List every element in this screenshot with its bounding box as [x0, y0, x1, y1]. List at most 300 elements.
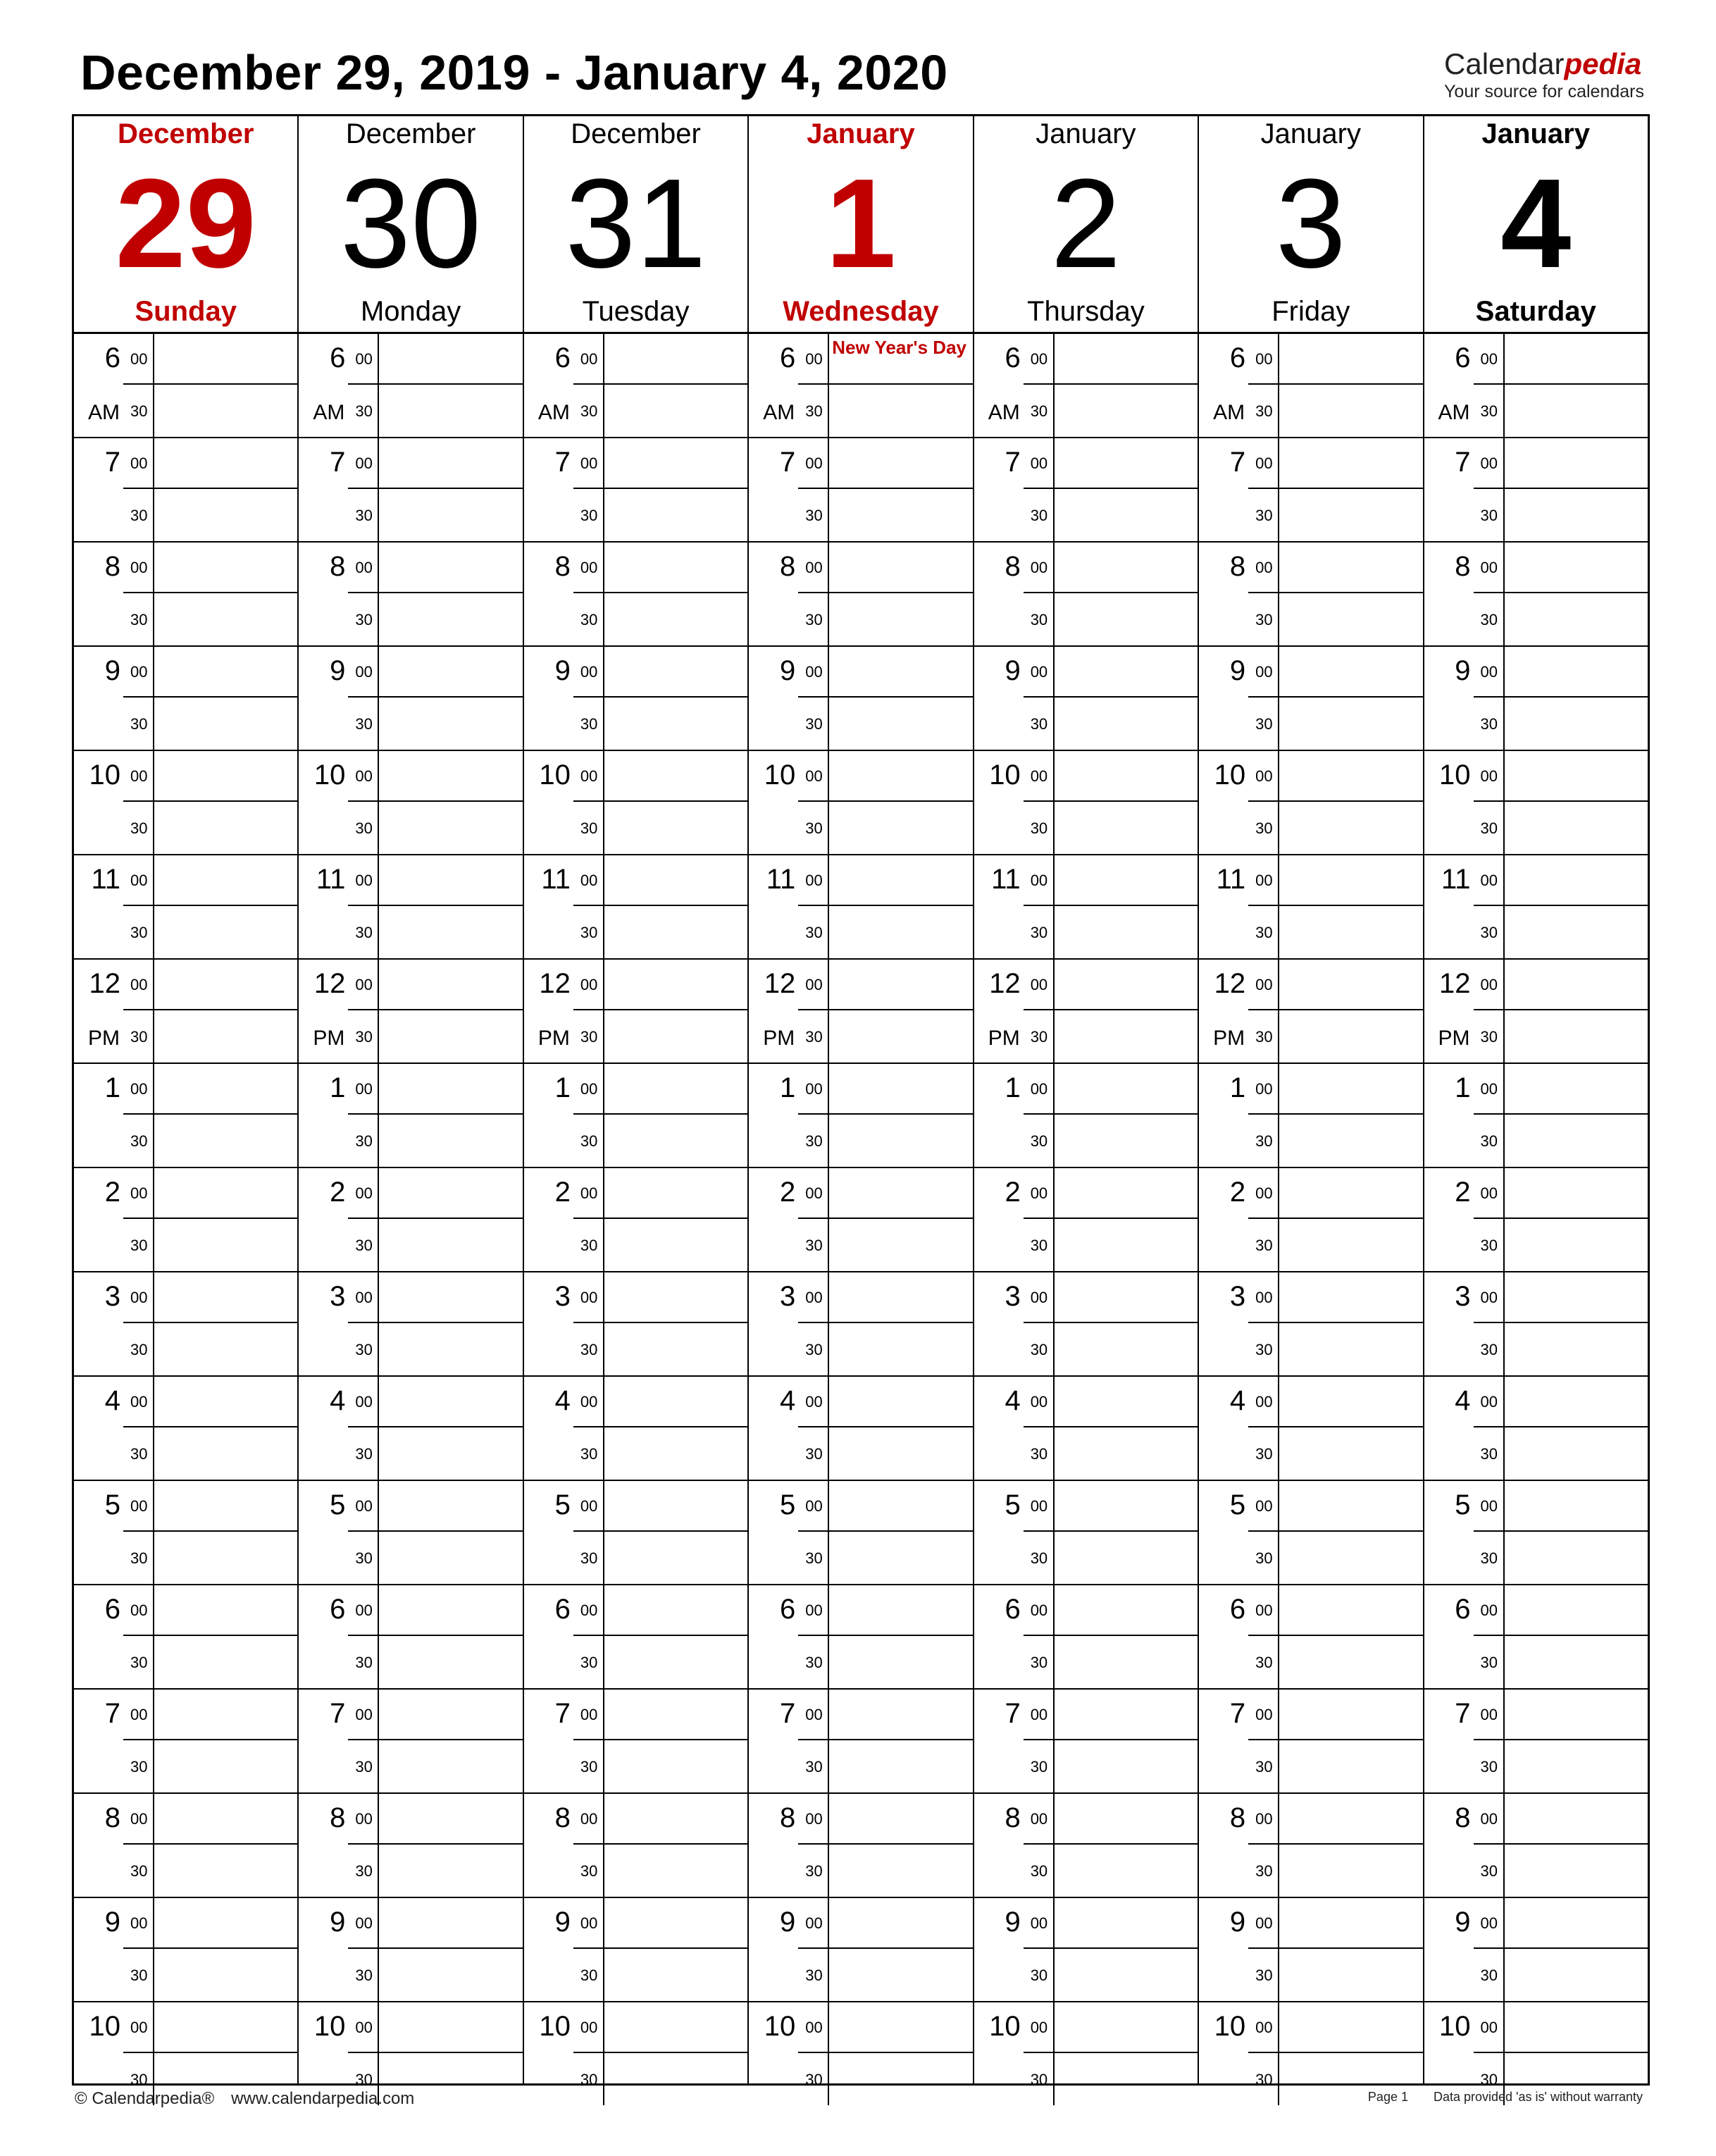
- minute-30-label: 30: [1480, 1549, 1498, 1567]
- half-hour-divider: [1024, 1947, 1198, 1949]
- time-column-divider: [1503, 1168, 1505, 1271]
- footer-disclaimer: Data provided 'as is' without warranty: [1433, 2090, 1643, 2104]
- hour-slot[interactable]: [299, 1272, 522, 1377]
- minute-30-label: 30: [1480, 1132, 1498, 1150]
- minute-00-label: 00: [580, 1810, 598, 1828]
- minute-30-label: 30: [805, 1966, 823, 1984]
- hour-slot[interactable]: [74, 1272, 297, 1377]
- hour-slot[interactable]: [974, 438, 1198, 543]
- minute-30-label: 30: [130, 1862, 148, 1880]
- hour-slot[interactable]: [299, 1690, 522, 1794]
- hour-slot[interactable]: [1199, 855, 1422, 960]
- hour-slot[interactable]: [524, 1585, 747, 1690]
- hour-slot[interactable]: [749, 1898, 972, 2002]
- time-column-divider: [1278, 751, 1279, 854]
- time-column-divider: [1503, 1794, 1505, 1897]
- minute-30-label: 30: [1480, 1862, 1498, 1880]
- minute-30-label: 30: [580, 1862, 598, 1880]
- hour-slot[interactable]: [1424, 960, 1648, 1064]
- minute-00-label: 00: [1255, 767, 1273, 785]
- hour-slot[interactable]: [74, 1585, 297, 1690]
- hour-slot[interactable]: [524, 543, 747, 647]
- minute-30-label: 30: [355, 1758, 373, 1776]
- hour-slot[interactable]: [974, 1064, 1198, 1168]
- hour-slot[interactable]: [74, 647, 297, 751]
- hour-label: 2: [104, 1177, 120, 1208]
- minute-00-label: 00: [1255, 1810, 1273, 1828]
- hour-label: 4: [1229, 1385, 1246, 1416]
- hour-slot[interactable]: [74, 1168, 297, 1272]
- day-month: December: [571, 118, 701, 149]
- time-column-divider: [153, 1481, 154, 1584]
- hour-slot[interactable]: [749, 1585, 972, 1690]
- hour-label: 6: [330, 342, 346, 373]
- hour-slot[interactable]: [749, 1481, 972, 1585]
- hour-slot[interactable]: [974, 1898, 1198, 2002]
- hour-label: 8: [104, 551, 120, 582]
- hour-slot[interactable]: [1424, 647, 1648, 751]
- hour-slot[interactable]: [749, 1272, 972, 1377]
- minute-00-label: 00: [1480, 872, 1498, 889]
- minute-00-label: 00: [1030, 767, 1048, 785]
- hour-slot[interactable]: [1199, 751, 1422, 855]
- hour-label: 10: [1439, 760, 1471, 791]
- hour-slot[interactable]: [749, 751, 972, 855]
- hour-label: 4: [1005, 1385, 1021, 1416]
- hour-slot[interactable]: [524, 1898, 747, 2002]
- hour-slot[interactable]: [524, 438, 747, 543]
- minute-00-label: 00: [355, 1914, 373, 1932]
- hour-slot[interactable]: [74, 1794, 297, 1898]
- minute-30-label: 30: [1255, 1028, 1273, 1046]
- time-column-divider: [603, 855, 604, 958]
- day-weekday: Wednesday: [783, 296, 939, 327]
- minute-30-label: 30: [1480, 2071, 1498, 2088]
- hour-label: 8: [1005, 1802, 1021, 1833]
- half-hour-divider: [1248, 1113, 1422, 1115]
- hour-slot[interactable]: [1424, 1064, 1648, 1168]
- time-column-divider: [828, 1481, 829, 1584]
- half-hour-divider: [1474, 1426, 1648, 1427]
- minute-00-label: 00: [580, 1497, 598, 1515]
- hour-slot[interactable]: [524, 1690, 747, 1794]
- time-column-divider: [1503, 438, 1505, 541]
- hour-label: 9: [1005, 655, 1021, 686]
- minute-00-label: 00: [1480, 350, 1498, 368]
- hour-slot[interactable]: [1424, 855, 1648, 960]
- half-hour-divider: [123, 696, 297, 698]
- hour-slot[interactable]: [1199, 1898, 1422, 2002]
- hour-slot[interactable]: [74, 1377, 297, 1481]
- hour-label: 11: [766, 864, 796, 895]
- time-column-divider: [378, 543, 379, 645]
- hour-slot[interactable]: [1199, 647, 1422, 751]
- hour-slot[interactable]: [1424, 1168, 1648, 1272]
- minute-30-label: 30: [130, 1028, 148, 1046]
- hour-slot[interactable]: [1424, 751, 1648, 855]
- minute-30-label: 30: [805, 1445, 823, 1463]
- hour-label: 7: [104, 1698, 120, 1729]
- hour-slot[interactable]: [1199, 1481, 1422, 1585]
- time-column-divider: [378, 855, 379, 958]
- hour-slot[interactable]: [974, 1690, 1198, 1794]
- hour-slot[interactable]: [1424, 1481, 1648, 1585]
- hour-slot[interactable]: [1424, 1898, 1648, 2002]
- minute-30-label: 30: [130, 715, 148, 733]
- minute-00-label: 00: [580, 976, 598, 993]
- half-hour-divider: [348, 488, 522, 489]
- minute-30-label: 30: [1030, 402, 1048, 420]
- hour-slot[interactable]: [74, 1064, 297, 1168]
- hour-label: 4: [1455, 1385, 1471, 1416]
- hour-slot[interactable]: [299, 960, 522, 1064]
- time-column-divider: [153, 960, 154, 1062]
- half-hour-divider: [1248, 2052, 1422, 2053]
- hour-slot[interactable]: [974, 543, 1198, 647]
- hour-slot[interactable]: [749, 1168, 972, 1272]
- hour-slot[interactable]: [299, 1168, 522, 1272]
- hour-slot[interactable]: [74, 334, 297, 438]
- hour-slot[interactable]: [299, 438, 522, 543]
- minute-00-label: 00: [1255, 976, 1273, 993]
- minute-00-label: 00: [355, 663, 373, 681]
- minute-00-label: 00: [355, 1184, 373, 1202]
- hour-slot[interactable]: [1199, 1690, 1422, 1794]
- half-hour-divider: [123, 1635, 297, 1636]
- hour-slot[interactable]: [1199, 1585, 1422, 1690]
- half-hour-divider: [123, 1426, 297, 1427]
- minute-00-label: 00: [355, 350, 373, 368]
- hour-slot[interactable]: [524, 2002, 747, 2105]
- minute-00-label: 00: [130, 1393, 148, 1411]
- hour-slot[interactable]: [299, 334, 522, 438]
- hour-slot[interactable]: [974, 1585, 1198, 1690]
- minute-30-label: 30: [805, 611, 823, 628]
- ampm-label: PM: [763, 1027, 795, 1050]
- hour-label: 8: [1005, 551, 1021, 582]
- minute-00-label: 00: [805, 767, 823, 785]
- hour-slot[interactable]: [749, 2002, 972, 2105]
- day-weekday: Saturday: [1475, 296, 1596, 327]
- hour-label: 5: [780, 1489, 796, 1520]
- time-column-divider: [153, 438, 154, 541]
- hour-label: 12: [1439, 968, 1471, 999]
- hour-slot[interactable]: [299, 855, 522, 960]
- minute-00-label: 00: [130, 1810, 148, 1828]
- hour-slot[interactable]: [74, 1690, 297, 1794]
- half-hour-divider: [573, 905, 747, 906]
- minute-00-label: 00: [355, 2019, 373, 2036]
- hour-slot[interactable]: [749, 334, 972, 438]
- minute-00-label: 00: [1480, 559, 1498, 576]
- hour-slot[interactable]: [974, 2002, 1198, 2105]
- time-column-divider: [1278, 855, 1279, 958]
- hour-slot[interactable]: [1199, 1064, 1422, 1168]
- minute-00-label: 00: [805, 976, 823, 993]
- half-hour-divider: [1248, 1843, 1422, 1845]
- hour-label: 7: [554, 447, 571, 478]
- hour-slot[interactable]: [1424, 1585, 1648, 1690]
- time-column-divider: [1278, 438, 1279, 541]
- time-column-divider: [1053, 1481, 1055, 1584]
- hour-slot[interactable]: [524, 855, 747, 960]
- minute-00-label: 00: [355, 559, 373, 576]
- half-hour-divider: [123, 1739, 297, 1740]
- hour-slot[interactable]: [974, 1377, 1198, 1481]
- hour-slot[interactable]: [974, 1794, 1198, 1898]
- minute-00-label: 00: [355, 767, 373, 785]
- minute-00-label: 00: [1255, 350, 1273, 368]
- hour-label: 2: [1005, 1177, 1021, 1208]
- half-hour-divider: [1024, 1739, 1198, 1740]
- minute-00-label: 00: [805, 1080, 823, 1098]
- time-column-divider: [828, 1272, 829, 1375]
- hour-label: 7: [1005, 447, 1021, 478]
- hour-label: 2: [780, 1177, 796, 1208]
- time-column-divider: [153, 751, 154, 854]
- minute-30-label: 30: [1030, 1028, 1048, 1046]
- hour-slot[interactable]: [299, 1794, 522, 1898]
- minute-30-label: 30: [1255, 715, 1273, 733]
- hour-slot[interactable]: [74, 1898, 297, 2002]
- hour-slot[interactable]: [1424, 1272, 1648, 1377]
- minute-30-label: 30: [130, 1654, 148, 1671]
- day-number: 1: [825, 153, 897, 295]
- hour-label: 5: [554, 1489, 571, 1520]
- hour-slot[interactable]: [1424, 543, 1648, 647]
- hour-label: 10: [313, 2011, 346, 2042]
- hour-label: 8: [780, 1802, 796, 1833]
- hour-slot[interactable]: [1424, 1794, 1648, 1898]
- hour-slot[interactable]: [299, 647, 522, 751]
- half-hour-divider: [1248, 696, 1422, 698]
- half-hour-divider: [1248, 1739, 1422, 1740]
- hour-slot[interactable]: [974, 855, 1198, 960]
- footer-left: [75, 2088, 414, 2109]
- time-column-divider: [1053, 334, 1055, 437]
- hour-slot[interactable]: [749, 647, 972, 751]
- hour-slot[interactable]: [74, 960, 297, 1064]
- hour-label: 6: [1229, 342, 1246, 373]
- time-column-divider: [1053, 1377, 1055, 1480]
- hour-slot[interactable]: [1199, 543, 1422, 647]
- hour-label: 11: [91, 864, 120, 895]
- minute-30-label: 30: [580, 1445, 598, 1463]
- half-hour-divider: [1024, 1843, 1198, 1845]
- half-hour-divider: [1024, 1426, 1198, 1427]
- half-hour-divider: [798, 1635, 972, 1636]
- hour-slot[interactable]: [299, 543, 522, 647]
- minute-30-label: 30: [1030, 2071, 1048, 2088]
- hour-label: 11: [1441, 864, 1471, 895]
- hour-label: 12: [313, 968, 346, 999]
- hour-slot[interactable]: [1424, 1377, 1648, 1481]
- minute-30-label: 30: [1030, 1237, 1048, 1254]
- holiday-event: New Year's Day: [832, 337, 966, 358]
- minute-30-label: 30: [580, 507, 598, 524]
- hour-slot[interactable]: [299, 1585, 522, 1690]
- hour-slot[interactable]: [1424, 438, 1648, 543]
- hour-slot[interactable]: [974, 1168, 1198, 1272]
- half-hour-divider: [123, 1322, 297, 1323]
- half-hour-divider: [123, 1947, 297, 1949]
- time-column-divider: [828, 438, 829, 541]
- hour-slot[interactable]: [974, 1272, 1198, 1377]
- hour-slot[interactable]: [299, 751, 522, 855]
- hour-label: 10: [764, 2011, 796, 2042]
- hour-slot[interactable]: [74, 751, 297, 855]
- minute-30-label: 30: [1480, 819, 1498, 837]
- hour-slot[interactable]: [299, 1064, 522, 1168]
- minute-00-label: 00: [580, 2019, 598, 2036]
- half-hour-divider: [1248, 383, 1422, 385]
- day-weekday: Monday: [360, 296, 461, 327]
- footer-page: Page 1: [1367, 2090, 1408, 2104]
- hour-slot[interactable]: [524, 1272, 747, 1377]
- half-hour-divider: [573, 696, 747, 698]
- hour-slot[interactable]: [74, 543, 297, 647]
- half-hour-divider: [123, 1113, 297, 1115]
- hour-slot[interactable]: [1199, 334, 1422, 438]
- minute-00-label: 00: [580, 663, 598, 681]
- hour-label: 3: [1455, 1281, 1471, 1312]
- hour-slot[interactable]: [974, 960, 1198, 1064]
- hour-slot[interactable]: [749, 543, 972, 647]
- time-column-divider: [1053, 1690, 1055, 1792]
- hour-slot[interactable]: [974, 1481, 1198, 1585]
- hour-slot[interactable]: [974, 751, 1198, 855]
- time-column-divider: [153, 1794, 154, 1897]
- hour-label: 7: [1229, 1698, 1246, 1729]
- day-header: [74, 116, 297, 334]
- half-hour-divider: [123, 383, 297, 385]
- time-column-divider: [378, 1272, 379, 1375]
- hour-slot[interactable]: [74, 1481, 297, 1585]
- hour-slot[interactable]: [1199, 1377, 1422, 1481]
- hour-slot[interactable]: [74, 438, 297, 543]
- hour-slot[interactable]: [1199, 438, 1422, 543]
- half-hour-divider: [123, 1009, 297, 1010]
- half-hour-divider: [123, 592, 297, 593]
- minute-30-label: 30: [1030, 1549, 1048, 1567]
- minute-00-label: 00: [1030, 872, 1048, 889]
- minute-00-label: 00: [805, 1601, 823, 1619]
- minute-30-label: 30: [580, 1654, 598, 1671]
- half-hour-divider: [573, 592, 747, 593]
- hour-slot[interactable]: [1199, 1168, 1422, 1272]
- hour-slot[interactable]: [1424, 334, 1648, 438]
- hour-slot[interactable]: [749, 1377, 972, 1481]
- day-column: [1424, 116, 1648, 2088]
- minute-00-label: 00: [1255, 1497, 1273, 1515]
- hour-slot[interactable]: [524, 334, 747, 438]
- hour-slot[interactable]: [299, 1481, 522, 1585]
- hour-slot[interactable]: [974, 334, 1198, 438]
- time-column-divider: [378, 334, 379, 437]
- hour-slot[interactable]: [524, 1377, 747, 1481]
- minute-00-label: 00: [130, 1497, 148, 1515]
- hour-slot[interactable]: [299, 1898, 522, 2002]
- hour-slot[interactable]: [974, 647, 1198, 751]
- hour-slot[interactable]: [749, 1794, 972, 1898]
- day-column: [749, 116, 974, 2088]
- minute-30-label: 30: [580, 924, 598, 941]
- half-hour-divider: [798, 1113, 972, 1115]
- hour-slot[interactable]: [1199, 1272, 1422, 1377]
- half-hour-divider: [1248, 592, 1422, 593]
- hour-label: 10: [539, 2011, 571, 2042]
- minute-00-label: 00: [355, 1706, 373, 1723]
- half-hour-divider: [1474, 1739, 1648, 1740]
- time-column-divider: [1278, 960, 1279, 1062]
- hour-label: 7: [1455, 447, 1471, 478]
- minute-30-label: 30: [805, 1341, 823, 1358]
- hour-slot[interactable]: [524, 1481, 747, 1585]
- hour-slot[interactable]: [524, 1168, 747, 1272]
- time-column-divider: [1053, 1064, 1055, 1167]
- hour-slot[interactable]: [749, 855, 972, 960]
- hour-slot[interactable]: [524, 751, 747, 855]
- time-column-divider: [603, 1168, 604, 1271]
- minute-00-label: 00: [130, 976, 148, 993]
- half-hour-divider: [573, 1218, 747, 1219]
- hour-slot[interactable]: [1424, 1690, 1648, 1794]
- minute-00-label: 00: [1030, 1393, 1048, 1411]
- hour-slot[interactable]: [749, 1064, 972, 1168]
- hour-slot[interactable]: [1199, 1794, 1422, 1898]
- time-column-divider: [828, 1064, 829, 1167]
- hour-label: 10: [764, 760, 796, 791]
- time-column-divider: [378, 1690, 379, 1792]
- hour-slot[interactable]: [524, 960, 747, 1064]
- minute-00-label: 00: [1030, 2019, 1048, 2036]
- minute-00-label: 00: [805, 350, 823, 368]
- time-column-divider: [1278, 1377, 1279, 1480]
- minute-00-label: 00: [355, 454, 373, 472]
- time-column-divider: [603, 438, 604, 541]
- minute-00-label: 00: [1030, 1810, 1048, 1828]
- half-hour-divider: [1024, 1322, 1198, 1323]
- minute-00-label: 00: [1480, 1289, 1498, 1306]
- time-column-divider: [378, 1064, 379, 1167]
- hour-slot[interactable]: [524, 647, 747, 751]
- day-weekday: Friday: [1272, 296, 1350, 327]
- day-column: [299, 116, 523, 2088]
- minute-30-label: 30: [130, 1549, 148, 1567]
- minute-30-label: 30: [580, 1966, 598, 1984]
- time-column-divider: [1278, 1168, 1279, 1271]
- hour-slot[interactable]: [749, 1690, 972, 1794]
- day-header: [524, 116, 747, 334]
- hour-label: 1: [780, 1072, 796, 1103]
- hour-slot[interactable]: [1199, 960, 1422, 1064]
- hour-slot[interactable]: [74, 855, 297, 960]
- half-hour-divider: [798, 1009, 972, 1010]
- hour-slot[interactable]: [749, 960, 972, 1064]
- minute-30-label: 30: [1255, 507, 1273, 524]
- minute-00-label: 00: [1255, 1914, 1273, 1932]
- minute-30-label: 30: [580, 1237, 598, 1254]
- hour-slot[interactable]: [299, 1377, 522, 1481]
- ampm-label: PM: [313, 1027, 345, 1050]
- hour-label: 6: [780, 342, 796, 373]
- hour-slot[interactable]: [749, 438, 972, 543]
- hour-label: 2: [1229, 1177, 1246, 1208]
- hour-slot[interactable]: [524, 1064, 747, 1168]
- hour-label: 6: [104, 342, 120, 373]
- minute-30-label: 30: [805, 819, 823, 837]
- hour-slot[interactable]: [524, 1794, 747, 1898]
